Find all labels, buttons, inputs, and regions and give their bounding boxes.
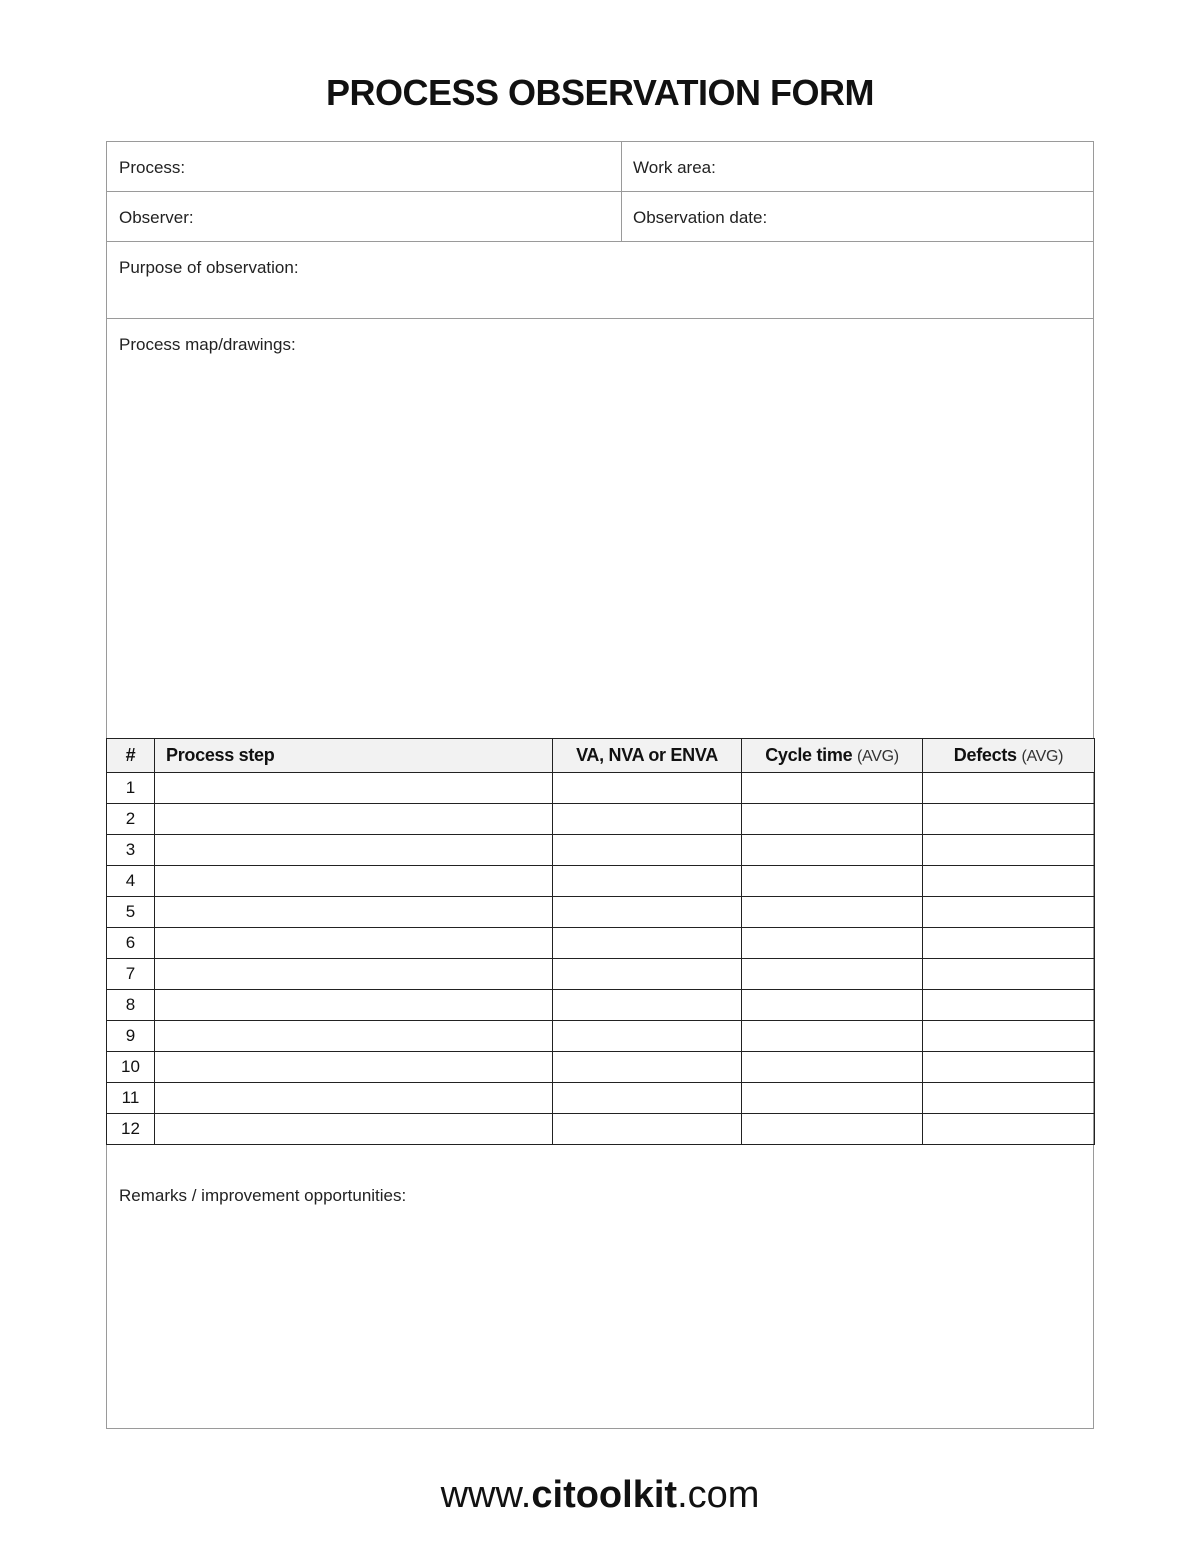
row-number: 9 [107, 1021, 155, 1052]
cycle-time-cell[interactable] [742, 835, 923, 866]
footer-prefix: www. [440, 1474, 532, 1516]
cycle-time-cell[interactable] [742, 1083, 923, 1114]
process-step-cell[interactable] [155, 990, 553, 1021]
observer-row [107, 192, 1093, 242]
defects-cell[interactable] [923, 804, 1095, 835]
process-row [107, 142, 1093, 192]
process-map-area [107, 319, 1093, 738]
purpose-field-label: Purpose of observation: [119, 258, 299, 277]
table-row [107, 866, 1095, 897]
cycle-time-cell[interactable] [742, 959, 923, 990]
header-va-nva-enva: VA, NVA or ENVA [553, 739, 742, 773]
table-row [107, 1052, 1095, 1083]
row-number: 5 [107, 897, 155, 928]
process-step-cell[interactable] [155, 773, 553, 804]
row-number: 12 [107, 1114, 155, 1145]
table-row [107, 1021, 1095, 1052]
defects-cell[interactable] [923, 835, 1095, 866]
cycle-time-cell[interactable] [742, 773, 923, 804]
cycle-time-cell[interactable] [742, 1021, 923, 1052]
footer-brand: citoolkit [531, 1474, 678, 1516]
defects-cell[interactable] [923, 897, 1095, 928]
process-map-label: Process map/drawings: [119, 335, 296, 354]
row-number: 4 [107, 866, 155, 897]
row-number: 10 [107, 1052, 155, 1083]
process-step-cell[interactable] [155, 897, 553, 928]
row-number: 7 [107, 959, 155, 990]
row-number: 3 [107, 835, 155, 866]
table-row [107, 897, 1095, 928]
header-number: # [107, 739, 155, 773]
cycle-time-cell[interactable] [742, 928, 923, 959]
va-cell[interactable] [553, 959, 742, 990]
process-step-cell[interactable] [155, 835, 553, 866]
process-step-cell[interactable] [155, 1021, 553, 1052]
work-area-field-label: Work area: [633, 158, 716, 177]
defects-label: Defects [953, 745, 1017, 765]
va-cell[interactable] [553, 835, 742, 866]
cycle-time-cell[interactable] [742, 897, 923, 928]
table-row [107, 1114, 1095, 1145]
process-field-label: Process: [119, 158, 186, 177]
va-cell[interactable] [553, 804, 742, 835]
row-number: 2 [107, 804, 155, 835]
table-row [107, 928, 1095, 959]
table-header-row [107, 739, 1095, 773]
row-number: 6 [107, 928, 155, 959]
process-step-cell[interactable] [155, 1114, 553, 1145]
va-cell[interactable] [553, 1021, 742, 1052]
cycle-time-cell[interactable] [742, 804, 923, 835]
table-body [107, 773, 1095, 1145]
header-process-step: Process step [155, 739, 553, 773]
cycle-time-cell[interactable] [742, 990, 923, 1021]
defects-cell[interactable] [923, 928, 1095, 959]
va-cell[interactable] [553, 1083, 742, 1114]
va-cell[interactable] [553, 1052, 742, 1083]
defects-cell[interactable] [923, 866, 1095, 897]
observation-date-field-label: Observation date: [633, 208, 768, 227]
row-number: 11 [107, 1083, 155, 1114]
observer-field-label: Observer: [119, 208, 194, 227]
observation-form [106, 141, 1094, 1429]
row-number: 1 [107, 773, 155, 804]
cycle-time-cell[interactable] [742, 1114, 923, 1145]
header-defects [923, 739, 1095, 773]
remarks-label: Remarks / improvement opportunities: [119, 1186, 407, 1205]
process-step-cell[interactable] [155, 1052, 553, 1083]
cycle-time-cell[interactable] [742, 866, 923, 897]
process-steps-table [106, 738, 1095, 1145]
process-step-cell[interactable] [155, 866, 553, 897]
table-row [107, 773, 1095, 804]
cycle-time-suffix: (AVG) [856, 748, 899, 765]
va-cell[interactable] [553, 897, 742, 928]
cycle-time-cell[interactable] [742, 1052, 923, 1083]
process-step-cell[interactable] [155, 804, 553, 835]
defects-cell[interactable] [923, 773, 1095, 804]
footer-website [0, 1474, 1200, 1517]
divider [621, 192, 622, 242]
defects-cell[interactable] [923, 959, 1095, 990]
divider [621, 142, 622, 192]
defects-suffix: (AVG) [1021, 748, 1064, 765]
va-cell[interactable] [553, 866, 742, 897]
table-row [107, 1083, 1095, 1114]
header-cycle-time [742, 739, 923, 773]
va-cell[interactable] [553, 990, 742, 1021]
table-row [107, 804, 1095, 835]
va-cell[interactable] [553, 1114, 742, 1145]
process-step-cell[interactable] [155, 959, 553, 990]
page-title: PROCESS OBSERVATION FORM [325, 72, 875, 113]
va-cell[interactable] [553, 928, 742, 959]
table-row [107, 990, 1095, 1021]
table-row [107, 959, 1095, 990]
cycle-time-label: Cycle time [765, 745, 853, 765]
footer-suffix: .com [677, 1474, 760, 1516]
va-cell[interactable] [553, 773, 742, 804]
defects-cell[interactable] [923, 990, 1095, 1021]
process-step-cell[interactable] [155, 1083, 553, 1114]
defects-cell[interactable] [923, 1021, 1095, 1052]
defects-cell[interactable] [923, 1083, 1095, 1114]
table-row [107, 835, 1095, 866]
purpose-row [107, 242, 1093, 319]
row-number: 8 [107, 990, 155, 1021]
defects-cell[interactable] [923, 1114, 1095, 1145]
defects-cell[interactable] [923, 1052, 1095, 1083]
process-step-cell[interactable] [155, 928, 553, 959]
